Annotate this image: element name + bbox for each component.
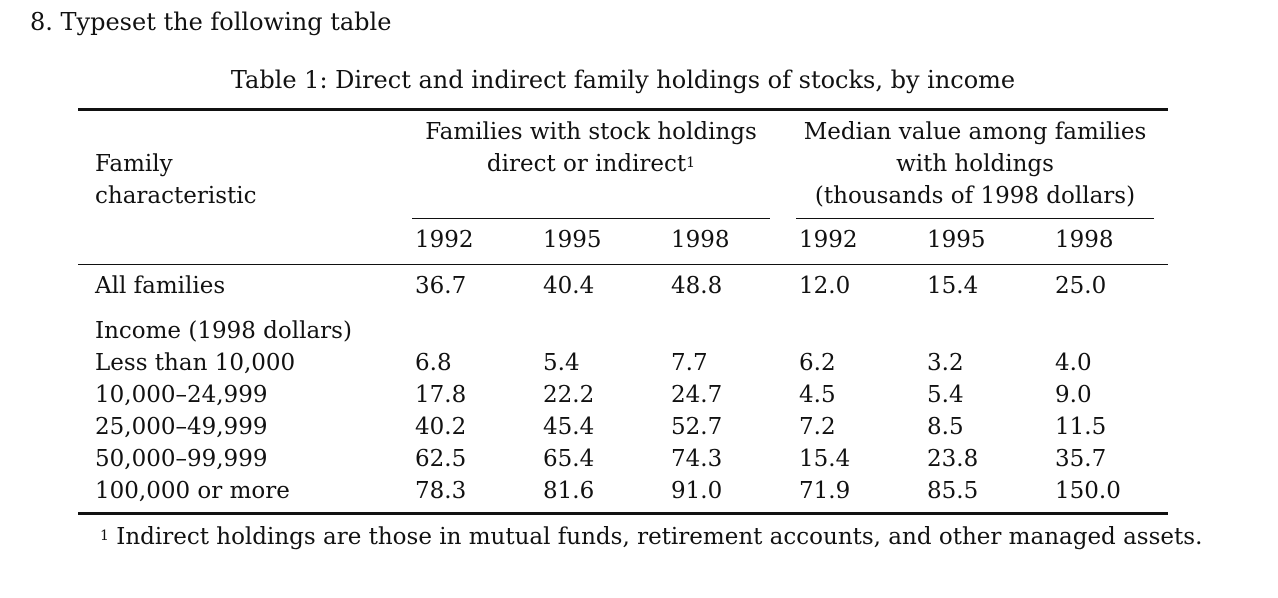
table-cell: 25.0: [1055, 273, 1107, 299]
row-label: 25,000–49,999: [95, 414, 268, 440]
group2-header-line2: with holdings: [896, 151, 1054, 177]
stub-header-line2: characteristic: [95, 183, 257, 209]
table-cell: 15.4: [927, 273, 979, 299]
row-label: Less than 10,000: [95, 350, 296, 376]
footnote-text: Indirect holdings are those in mutual funds, retirement accounts, and other managed assets.: [116, 524, 1203, 550]
problem-number: 8.: [30, 8, 53, 36]
table-cell: 40.4: [543, 273, 595, 299]
table-cell: 7.7: [671, 350, 708, 376]
table-cell: 6.2: [799, 350, 836, 376]
row-label: 10,000–24,999: [95, 382, 268, 408]
table-cell: 3.2: [927, 350, 964, 376]
table-cell: 48.8: [671, 273, 723, 299]
table-cell: 5.4: [543, 350, 580, 376]
table-cell: 52.7: [671, 414, 723, 440]
group2-header-line3: (thousands of 1998 dollars): [814, 183, 1136, 209]
table-cell: 71.9: [799, 478, 851, 504]
group1-header-line1: Families with stock holdings: [425, 119, 757, 145]
group2-cmidrule: [796, 218, 1154, 219]
top-rule: [78, 108, 1168, 111]
table-cell: 91.0: [671, 478, 723, 504]
table-cell: 7.2: [799, 414, 836, 440]
table-cell: 4.5: [799, 382, 836, 408]
year-header: 1995: [543, 227, 602, 253]
table-cell: 45.4: [543, 414, 595, 440]
group1-header-line2: direct or indirect$^1$: [486, 151, 696, 177]
row-label-all-families: All families: [95, 273, 226, 299]
table-cell: 150.0: [1055, 478, 1121, 504]
table-cell: 22.2: [543, 382, 595, 408]
row-label: 50,000–99,999: [95, 446, 268, 472]
problem-statement: [30, 10, 391, 34]
table-cell: 11.5: [1055, 414, 1107, 440]
problem-text: Typeset the following table: [60, 8, 392, 36]
table-cell: 65.4: [543, 446, 595, 472]
table-cell: 15.4: [799, 446, 851, 472]
table-cell: 85.5: [927, 478, 979, 504]
table-cell: 81.6: [543, 478, 595, 504]
year-header: 1992: [799, 227, 858, 253]
row-label: 100,000 or more: [95, 478, 290, 504]
mid-rule: [78, 264, 1168, 265]
table-cell: 40.2: [415, 414, 467, 440]
table-cell: 62.5: [415, 446, 467, 472]
bottom-rule: [78, 512, 1168, 515]
footnote-mark: 1: [100, 528, 109, 544]
group1-cmidrule: [412, 218, 770, 219]
footnote-marker: 1: [686, 155, 696, 171]
table-cell: 4.0: [1055, 350, 1092, 376]
table-cell: 9.0: [1055, 382, 1092, 408]
year-header: 1998: [1055, 227, 1114, 253]
year-header: 1998: [671, 227, 730, 253]
year-header: 1995: [927, 227, 986, 253]
table-cell: 24.7: [671, 382, 723, 408]
table-cell: 12.0: [799, 273, 851, 299]
table-footnote: [100, 526, 1202, 549]
table-cell: 17.8: [415, 382, 467, 408]
table-cell: 78.3: [415, 478, 467, 504]
table-cell: 23.8: [927, 446, 979, 472]
table-cell: 8.5: [927, 414, 964, 440]
table-caption: Table 1: Direct and indirect family holdings of stocks, by income: [230, 66, 1016, 94]
stub-header-line1: Family: [95, 151, 173, 177]
income-section-heading: Income (1998 dollars): [95, 318, 352, 344]
table-cell: 74.3: [671, 446, 723, 472]
group2-header-line1: Median value among families: [803, 119, 1147, 145]
table-cell: 36.7: [415, 273, 467, 299]
year-header: 1992: [415, 227, 474, 253]
table-cell: 5.4: [927, 382, 964, 408]
table-cell: 35.7: [1055, 446, 1107, 472]
table-cell: 6.8: [415, 350, 452, 376]
